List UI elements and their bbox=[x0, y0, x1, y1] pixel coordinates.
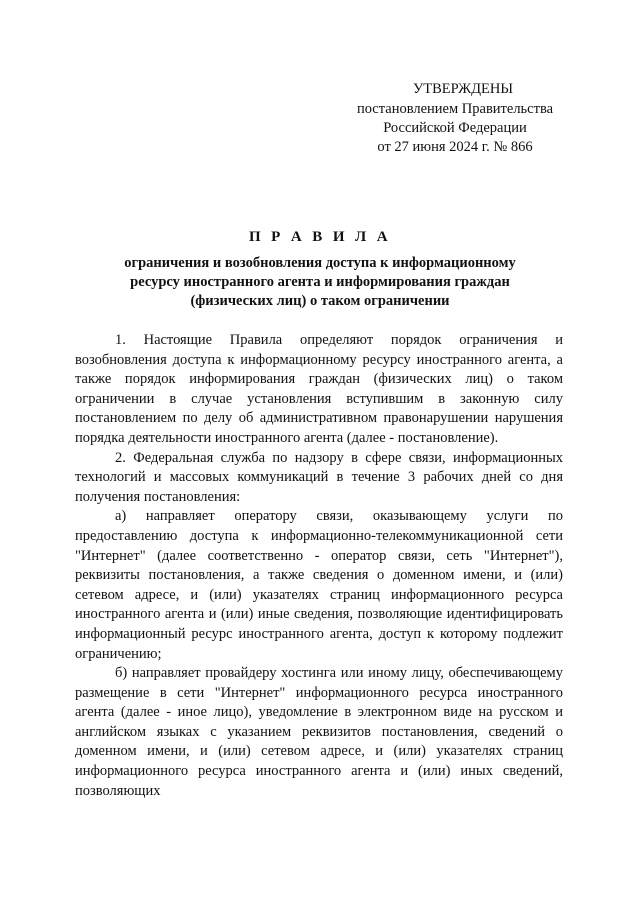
approval-line-2: Российской Федерации bbox=[383, 120, 527, 136]
paragraph-2: 2. Федеральная служба по надзору в сфере связи, информационных технологий и массовых коммуникаций в течение 3 рабочих дней со дня получения постановления: bbox=[75, 449, 563, 505]
document-body bbox=[75, 331, 563, 801]
paragraph-2a: а) направляет оператору связи, оказывающему услуги по предоставлению доступа к информационно-телекоммуникационной сети "Интернет" (далее соответственно - оператор связи, сеть "Интернет"), реквизиты постановления, а также сведения о доменном имени, и (или) сетевом адресе, и (или) указателях страниц информационного ресурса иностранного агента и (или) иные сведения, позволяющие идентифицировать информационный ресурс иностранного агента, доступ к которому подлежит ограничению; bbox=[75, 508, 563, 662]
paragraph-1: 1. Настоящие Правила определяют порядок ограничения и возобновления доступа к информационному ресурсу иностранного агента, а также порядок информирования граждан (физических лиц) о таком ограничении в случае установления вступившим в законную силу постановлением по делу об административном правонарушении нарушения порядка деятельности иностранного агента (далее - постановление). bbox=[75, 332, 563, 446]
approval-line-1: постановлением Правительства bbox=[356, 101, 554, 117]
approval-stamp bbox=[340, 80, 570, 157]
paragraph-2b: б) направляет провайдеру хостинга или иному лицу, обеспечивающему размещение в сети "Интернет" информационного ресурса иностранного агента (далее - иное лицо), уведомление в электронном виде на русском и английском языках с указанием реквизитов постановления, сведений о доменном имени, и (или) сетевом адресе, и (или) указателях страниц информационного ресурса иностранного агента и (или) иных сведений, позволяющих bbox=[75, 665, 563, 799]
document-subtitle: ограничения и возобновления доступа к информационному ресурсу иностранного агента и информирования граждан (физических лиц) о таком ограничении bbox=[124, 255, 516, 309]
approval-line-3: от 27 июня 2024 г. № 866 bbox=[377, 139, 533, 155]
document-title: П Р А В И Л А bbox=[248, 229, 392, 245]
approval-title: УТВЕРЖДЕНЫ bbox=[412, 81, 514, 97]
